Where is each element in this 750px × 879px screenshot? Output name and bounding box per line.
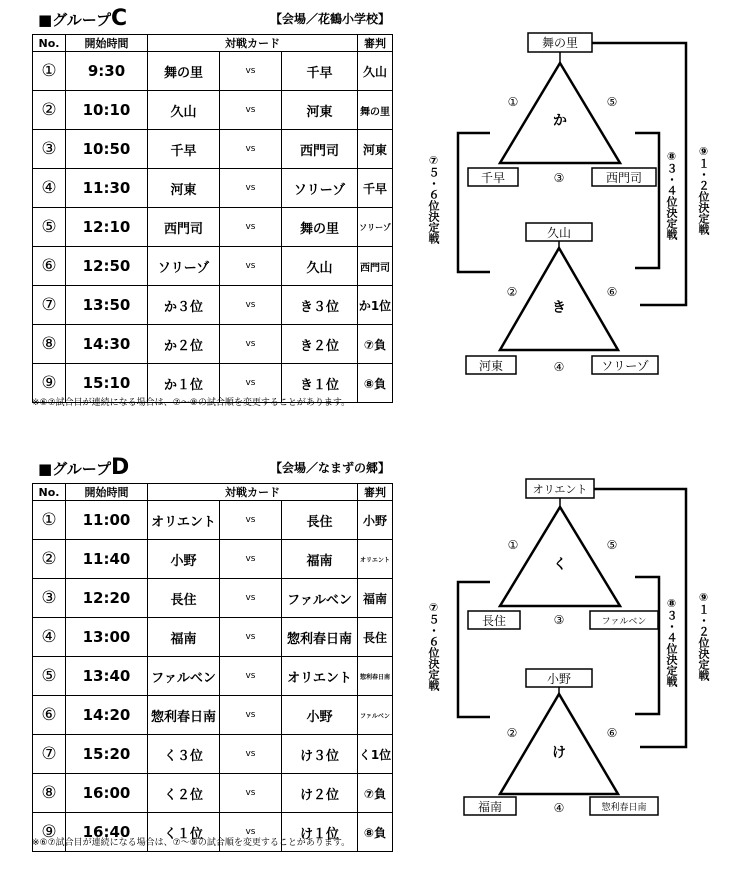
match-home: 河東 — [148, 169, 220, 208]
team-label: ファルベン — [601, 617, 647, 627]
col-no: No. — [33, 484, 66, 501]
match-no: ⑦ — [33, 735, 66, 774]
match-no: ③ — [33, 130, 66, 169]
match-vs: vs — [220, 774, 282, 813]
match-number: ⑥ — [606, 726, 618, 740]
match-vs: vs — [220, 696, 282, 735]
match-ref: 小野 — [358, 501, 393, 540]
match-ref: ⑦負 — [358, 774, 393, 813]
match-away: 千早 — [282, 52, 358, 91]
match-no: ⑨ — [33, 364, 66, 403]
match-home: 舞の里 — [148, 52, 220, 91]
bracket-diagram — [427, 0, 740, 400]
team-label: 千早 — [480, 171, 506, 185]
match-away: オリエント — [282, 657, 358, 696]
match-number: ⑤ — [606, 95, 618, 109]
match-no: ⑨ — [33, 813, 66, 852]
match-ref: 長住 — [358, 618, 393, 657]
match-no: ⑥ — [33, 696, 66, 735]
match-no: ⑤ — [33, 208, 66, 247]
match-time: 14:30 — [66, 325, 148, 364]
block-triangle — [500, 694, 618, 794]
match-time: 10:50 — [66, 130, 148, 169]
match-time: 11:30 — [66, 169, 148, 208]
block-label: き — [552, 300, 566, 316]
match-vs: vs — [220, 618, 282, 657]
match-ref: 西門司 — [358, 247, 393, 286]
match-ref: 久山 — [358, 52, 393, 91]
team-label: 舞の里 — [541, 36, 579, 50]
match-away: け３位 — [282, 735, 358, 774]
match-vs: vs — [220, 325, 282, 364]
match-no: ⑥ — [33, 247, 66, 286]
block-triangle — [500, 248, 618, 350]
match-no: ⑤ — [33, 657, 66, 696]
match-time: 13:00 — [66, 618, 148, 657]
bracket-label-1-2: ⑨１・２位決定戦 — [697, 145, 710, 235]
match-vs: vs — [220, 364, 282, 403]
table-row — [33, 169, 393, 208]
match-no: ④ — [33, 618, 66, 657]
match-ref: 河東 — [358, 130, 393, 169]
match-home: 長住 — [148, 579, 220, 618]
bracket-label-5-6: ⑦５・６位決定戦 — [427, 601, 440, 691]
match-away: き２位 — [282, 325, 358, 364]
match-ref: 千早 — [358, 169, 393, 208]
match-ref: 惣利春日南 — [358, 657, 393, 696]
match-ref: オリエント — [358, 540, 393, 579]
table-row — [33, 735, 393, 774]
match-no: ⑧ — [33, 774, 66, 813]
col-time: 開始時間 — [66, 35, 148, 52]
venue-label: 【会場／花鶴小学校】 — [270, 12, 391, 26]
match-vs: vs — [220, 91, 282, 130]
match-number: ④ — [553, 360, 565, 374]
table-row — [33, 364, 393, 403]
match-away: ソリーゾ — [282, 169, 358, 208]
col-time: 開始時間 — [66, 484, 148, 501]
match-vs: vs — [220, 735, 282, 774]
team-label: 久山 — [546, 226, 572, 240]
match-home: く３位 — [148, 735, 220, 774]
match-number: ① — [507, 95, 519, 109]
match-ref: 福南 — [358, 579, 393, 618]
table-row — [33, 130, 393, 169]
schedule-table — [32, 34, 393, 403]
table-row — [33, 286, 393, 325]
match-time: 16:40 — [66, 813, 148, 852]
match-time: 12:20 — [66, 579, 148, 618]
group-title: ■グループC — [38, 6, 128, 31]
team-label: 西門司 — [605, 171, 643, 185]
bracket-line — [635, 577, 659, 714]
match-no: ⑧ — [33, 325, 66, 364]
match-time: 10:10 — [66, 91, 148, 130]
match-vs: vs — [220, 657, 282, 696]
bracket-label-3-4: ⑧３・４位決定戦 — [665, 150, 678, 240]
match-vs: vs — [220, 813, 282, 852]
match-home: か１位 — [148, 364, 220, 403]
match-home: 久山 — [148, 91, 220, 130]
block-label: く — [553, 557, 567, 573]
match-vs: vs — [220, 501, 282, 540]
col-card: 対戦カード — [148, 484, 358, 501]
match-ref: か1位 — [358, 286, 393, 325]
bracket-line — [458, 582, 490, 717]
match-vs: vs — [220, 130, 282, 169]
match-number: ⑥ — [606, 285, 618, 299]
match-vs: vs — [220, 52, 282, 91]
match-number: ③ — [553, 171, 565, 185]
table-row — [33, 52, 393, 91]
bracket-diagram — [427, 449, 740, 849]
match-away: 河東 — [282, 91, 358, 130]
match-home: か３位 — [148, 286, 220, 325]
match-time: 13:40 — [66, 657, 148, 696]
match-time: 11:40 — [66, 540, 148, 579]
match-vs: vs — [220, 540, 282, 579]
match-home: く１位 — [148, 813, 220, 852]
match-away: 惣利春日南 — [282, 618, 358, 657]
match-number: ④ — [553, 801, 565, 815]
match-away: け１位 — [282, 813, 358, 852]
match-ref: 舞の里 — [358, 91, 393, 130]
group-d — [0, 449, 750, 879]
bracket-label-3-4: ⑧３・４位決定戦 — [665, 597, 678, 687]
match-no: ④ — [33, 169, 66, 208]
match-no: ⑦ — [33, 286, 66, 325]
match-home: 惣利春日南 — [148, 696, 220, 735]
col-ref: 審判 — [358, 484, 393, 501]
match-away: け２位 — [282, 774, 358, 813]
match-number: ② — [506, 726, 518, 740]
col-ref: 審判 — [358, 35, 393, 52]
match-time: 11:00 — [66, 501, 148, 540]
match-time: 12:10 — [66, 208, 148, 247]
table-row — [33, 325, 393, 364]
table-row — [33, 774, 393, 813]
note-text: ※⑥⑦試合目が連続になる場合は、⑦～⑨の試合順を変更することがあります。 — [32, 838, 351, 848]
match-away: 小野 — [282, 696, 358, 735]
match-away: ファルベン — [282, 579, 358, 618]
match-time: 16:00 — [66, 774, 148, 813]
match-ref: ソリーゾ — [358, 208, 393, 247]
block-label: か — [553, 113, 567, 129]
match-time: 9:30 — [66, 52, 148, 91]
group-c — [0, 0, 750, 430]
col-card: 対戦カード — [148, 35, 358, 52]
table-row — [33, 618, 393, 657]
match-vs: vs — [220, 247, 282, 286]
team-label: 惣利春日南 — [601, 803, 647, 813]
venue-label: 【会場／なまずの郷】 — [270, 461, 391, 475]
match-number: ① — [507, 538, 519, 552]
match-no: ② — [33, 540, 66, 579]
match-vs: vs — [220, 208, 282, 247]
table-row — [33, 657, 393, 696]
group-title: ■グループD — [38, 455, 130, 480]
match-number: ⑤ — [606, 538, 618, 552]
table-row — [33, 501, 393, 540]
match-number: ② — [506, 285, 518, 299]
team-label: ソリーゾ — [601, 359, 649, 373]
table-row — [33, 247, 393, 286]
match-ref: ⑦負 — [358, 325, 393, 364]
match-no: ② — [33, 91, 66, 130]
note-text: ※⑥⑦試合目が連続になる場合は、⑦～⑨の試合順を変更することがあります。 — [32, 398, 351, 408]
table-row — [33, 540, 393, 579]
match-away: 舞の里 — [282, 208, 358, 247]
match-home: く２位 — [148, 774, 220, 813]
table-row — [33, 91, 393, 130]
team-label: 長住 — [481, 614, 507, 628]
match-time: 14:20 — [66, 696, 148, 735]
match-time: 15:20 — [66, 735, 148, 774]
table-header — [33, 484, 393, 501]
match-vs: vs — [220, 579, 282, 618]
table-row — [33, 208, 393, 247]
match-away: き１位 — [282, 364, 358, 403]
match-home: ソリーゾ — [148, 247, 220, 286]
table-row — [33, 696, 393, 735]
match-ref: く1位 — [358, 735, 393, 774]
match-home: オリエント — [148, 501, 220, 540]
col-no: No. — [33, 35, 66, 52]
match-vs: vs — [220, 286, 282, 325]
match-no: ① — [33, 52, 66, 91]
match-time: 15:10 — [66, 364, 148, 403]
block-label: け — [552, 745, 566, 761]
bracket-line — [635, 133, 659, 268]
bracket-label-1-2: ⑨１・２位決定戦 — [697, 591, 710, 681]
schedule-table — [32, 483, 393, 852]
team-label: 小野 — [546, 672, 572, 686]
match-ref: ⑧負 — [358, 813, 393, 852]
match-no: ① — [33, 501, 66, 540]
match-away: き３位 — [282, 286, 358, 325]
match-home: 小野 — [148, 540, 220, 579]
match-home: か２位 — [148, 325, 220, 364]
team-label: 福南 — [477, 800, 503, 814]
table-row — [33, 579, 393, 618]
match-away: 長住 — [282, 501, 358, 540]
match-away: 西門司 — [282, 130, 358, 169]
bracket-line — [458, 133, 490, 272]
match-home: ファルベン — [148, 657, 220, 696]
match-vs: vs — [220, 169, 282, 208]
match-no: ③ — [33, 579, 66, 618]
match-home: 福南 — [148, 618, 220, 657]
match-away: 久山 — [282, 247, 358, 286]
match-number: ③ — [553, 613, 565, 627]
table-header — [33, 35, 393, 52]
team-label: 河東 — [478, 359, 504, 373]
team-label: オリエント — [532, 483, 588, 496]
match-time: 13:50 — [66, 286, 148, 325]
match-time: 12:50 — [66, 247, 148, 286]
match-away: 福南 — [282, 540, 358, 579]
match-ref: ⑧負 — [358, 364, 393, 403]
match-ref: ファルベン — [358, 696, 393, 735]
match-home: 西門司 — [148, 208, 220, 247]
match-home: 千早 — [148, 130, 220, 169]
bracket-label-5-6: ⑦５・６位決定戦 — [427, 154, 440, 244]
